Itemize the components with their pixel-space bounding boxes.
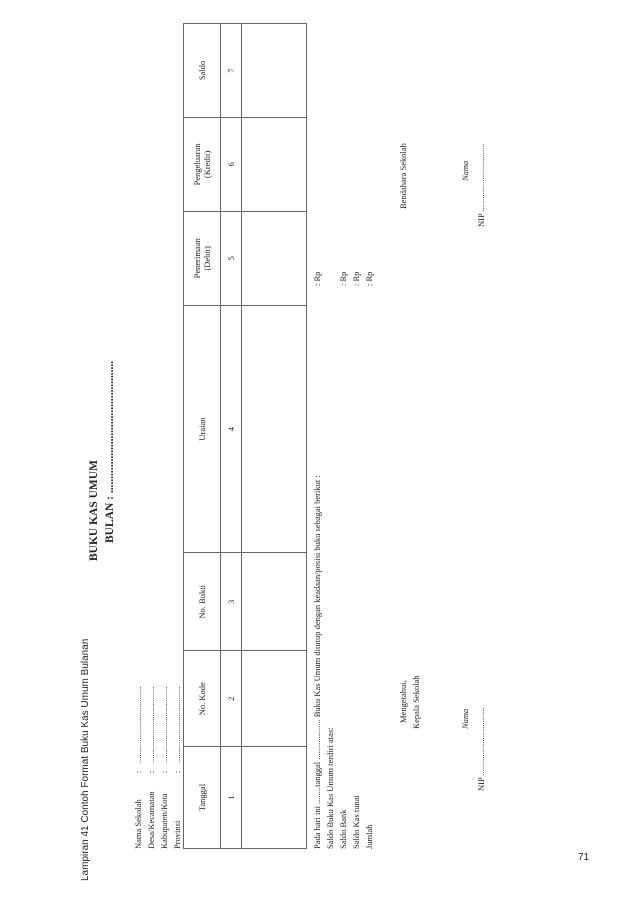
column-number-row <box>221 24 242 849</box>
page-number: 71 <box>578 852 590 863</box>
closing-rp: : Rp <box>312 271 322 286</box>
village-district-row <box>146 687 156 850</box>
cash-balance-label: Saldo Kas tunai <box>351 795 361 849</box>
regency-city-row <box>159 687 169 850</box>
column-number: 4 <box>221 305 242 553</box>
table-cell <box>242 117 307 211</box>
province-label: Provinsi <box>172 820 182 849</box>
school-name-row <box>133 687 143 850</box>
province-value: .................................... <box>172 686 182 763</box>
table-header-row <box>184 24 221 849</box>
table-cell <box>242 24 307 118</box>
acknowledged-label: Mengetahui, <box>398 680 408 723</box>
total-rp: : Rp <box>364 271 374 286</box>
table-cell <box>242 211 307 305</box>
document-title: BUKU KAS UMUM <box>88 460 100 561</box>
province-row <box>172 687 182 850</box>
header-credit: Pengeluaran (Kredit) <box>184 117 221 211</box>
treasurer-nip: NIP ................................ <box>476 143 486 227</box>
header-code: No. Kode <box>184 651 221 747</box>
header-date: Tanggal <box>184 747 221 849</box>
appendix-label: Lampiran 41 Contoh Format Buku Kas Umum Bulanan <box>80 638 91 881</box>
principal-title: Kepala Sekolah <box>411 675 421 729</box>
colon: : <box>146 770 156 773</box>
table-body-row <box>242 24 307 849</box>
school-name-label: Nama Sekolah <box>133 799 143 849</box>
table-cell <box>242 553 307 651</box>
colon: : <box>159 770 169 773</box>
regency-city-label: Kabupaten/Kota <box>159 793 169 849</box>
column-number: 3 <box>221 553 242 651</box>
village-district-label: Desa/Kecamatan <box>146 791 156 849</box>
treasurer-title: Bendahara Sekolah <box>398 143 408 209</box>
header-receipt-no: No. Bukti <box>184 553 221 651</box>
cash-balance-rp: : Rp <box>351 271 361 286</box>
village-district-value: .................................... <box>146 686 156 763</box>
table-cell <box>242 305 307 553</box>
colon: : <box>133 770 143 773</box>
month-field: BULAN : .............................................. <box>104 360 116 543</box>
header-debit: Penerimaan (Debit) <box>184 211 221 305</box>
bank-balance-label: Saldo Bank <box>338 809 348 849</box>
total-label: Jumlah <box>364 824 374 849</box>
column-number: 2 <box>221 651 242 747</box>
colon: : <box>172 770 182 773</box>
regency-city-value: .................................... <box>159 686 169 763</box>
column-number: 7 <box>221 24 242 118</box>
balance-composition: Saldo Buku Kas Umum terdiri atas: <box>325 727 335 849</box>
principal-name: Nama <box>460 708 470 729</box>
cash-book-table <box>183 23 307 849</box>
column-number: 5 <box>221 211 242 305</box>
column-number: 6 <box>221 117 242 211</box>
table-cell <box>242 651 307 747</box>
treasurer-name: Nama <box>460 160 470 181</box>
header-balance: Saldo <box>184 24 221 118</box>
bank-balance-rp: : Rp <box>338 271 348 286</box>
closing-statement: Pada hari ini ........tanggal ................... Buku Kas Umum ditutup dengan keadaan/posisi buku sebagai berikut : <box>312 475 322 849</box>
school-name-value: .................................... <box>133 686 143 763</box>
principal-nip: NIP ................................ <box>476 707 486 791</box>
header-description: Uraian <box>184 305 221 553</box>
table-cell <box>242 747 307 849</box>
column-number: 1 <box>221 747 242 849</box>
